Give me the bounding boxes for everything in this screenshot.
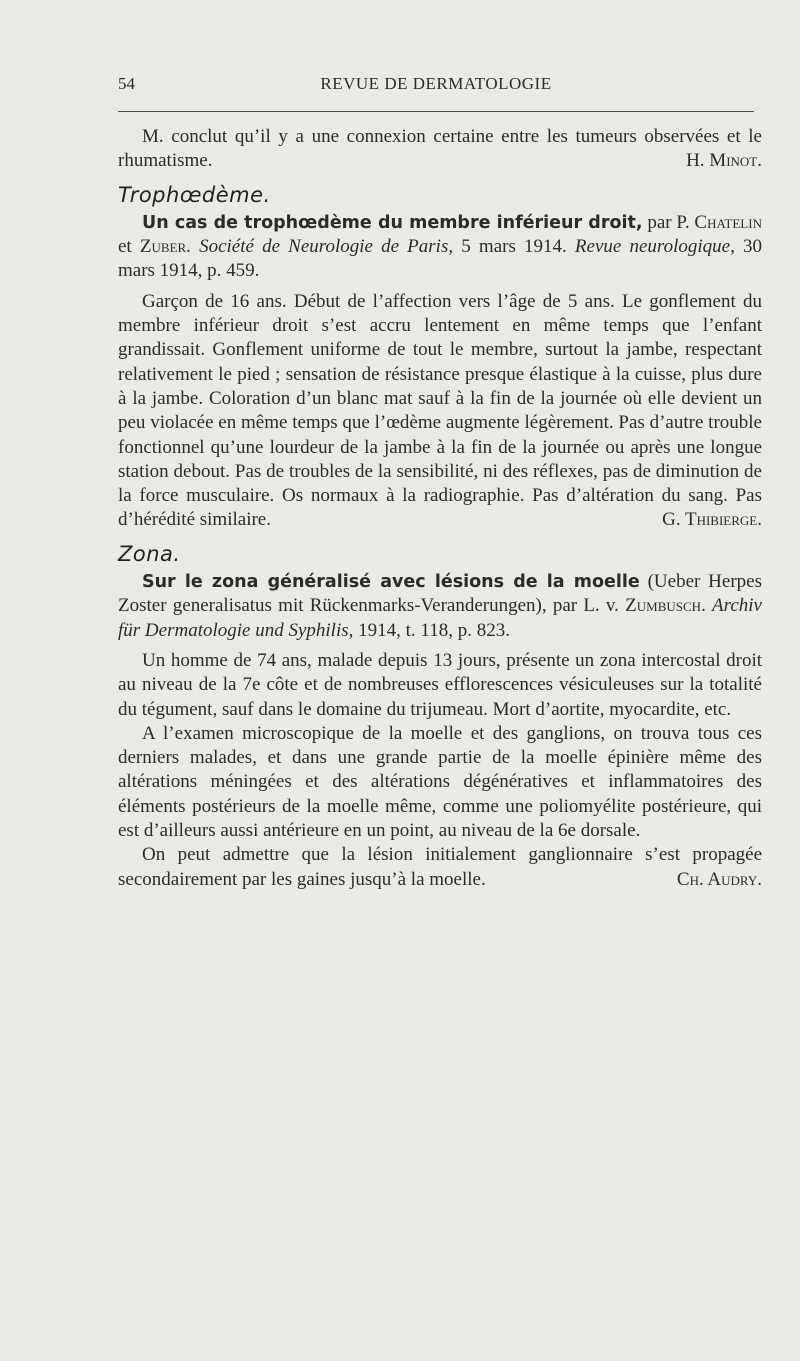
article-reference-2 [118,570,762,643]
running-head [118,74,754,100]
article-title-1: Un cas de trophœdème du membre inférieur droit, [142,212,643,233]
summary-paragraph-2a: Un homme de 74 ans, malade depuis 13 jours, présente un zona intercostal droit au niveau de la 7e côte et de nombreuses efflorescences vésiculeuses sur la totalité du tégument, sauf dans le domaine du trijumeau. Mort d’aortite, myocardite, etc. [118,649,762,720]
ref-text: par P. [642,211,695,233]
ref-text: . [701,595,713,617]
ref-text: (Ueber Herpes Zoster generalisatus mit Rückenmarks-Veranderungen), par L. v. [118,571,762,617]
header-rule [118,111,754,112]
summary-paragraph-2b: A l’examen microscopique de la moelle et des ganglions, on trouva tous ces derniers malades, et dans une grande partie de la moelle épinière même des altérations méningées et des altérations dégénératives et inflammatoires des éléments postérieurs de la moelle même, comme une poliomyélite postérieure, qui est d’ailleurs aussi antérieure en un point, au niveau de la 6e dorsale. [118,722,762,842]
author-zuber: Zuber [139,236,187,258]
society-name: Société de Neurologie de Paris, [199,236,454,258]
author-zumbusch: Zumbusch [625,595,702,617]
page-number: 54 [118,74,135,93]
ref-text: 5 mars 1914. [453,236,575,258]
author-chatelin: Chatelin [694,211,762,233]
journal-title: REVUE DE DERMATOLOGIE [320,74,552,93]
ref-text: 1914, t. 118, p. 823. [353,619,510,641]
journal-name-2: Archiv für Dermatologie und Syphilis, [118,595,762,641]
signature-audry: Ch. Audry. [676,868,762,890]
ref-text: et [118,236,140,258]
summary-paragraph-1 [118,290,762,533]
intro-signature: H. Minot. [686,150,762,172]
intro-text: M. conclut qu’il y a une connexion certaine entre les tumeurs observées et le rhumatisme. [118,126,762,172]
article-reference-1 [118,211,762,284]
signature-thibierge: G. Thibierge. [662,509,762,531]
summary-text: Garçon de 16 ans. Début de l’affection vers l’âge de 5 ans. Le gonflement du membre inférieur droit s’est accru lentement en même temps que l’enfant grandissait. Gonflement uniforme de tout le membre, surtout la jambe, respectant relativement le pied ; sensation de résistance presque élastique à la cuisse, plus dure à la jambe. Coloration d’un blanc mat sauf à la fin de la journée où elle devient un peu violacée en même temps que l’œdème augmente légèrement. Pas d’autre trouble fonctionnel qu’une lourdeur de la jambe à la fin de la journée ou après une longue station debout. Pas de troubles de la sensibilité, ni des réflexes, pas de diminution de la force musculaire. Os normaux à la radiographie. Pas d’altération du sang. Pas d’hérédité similaire. [118,290,762,531]
section-title-zona: Zona. [118,541,181,566]
ref-text: 30 mars 1914, p. 459. [118,236,762,282]
summary-paragraph-2c [118,843,762,892]
article-title-2: Sur le zona généralisé avec lésions de la moelle [142,572,640,593]
journal-name-1: Revue neurologique, [574,236,735,258]
ref-text: . [186,236,200,258]
section-title-trophoedeme: Trophœdème. [118,182,271,207]
body-text [118,125,762,892]
summary-text: On peut admettre que la lésion initialement ganglionnaire s’est propagée secondairement par les gaines jusqu’à la moelle. [118,844,762,890]
intro-paragraph [118,125,762,174]
